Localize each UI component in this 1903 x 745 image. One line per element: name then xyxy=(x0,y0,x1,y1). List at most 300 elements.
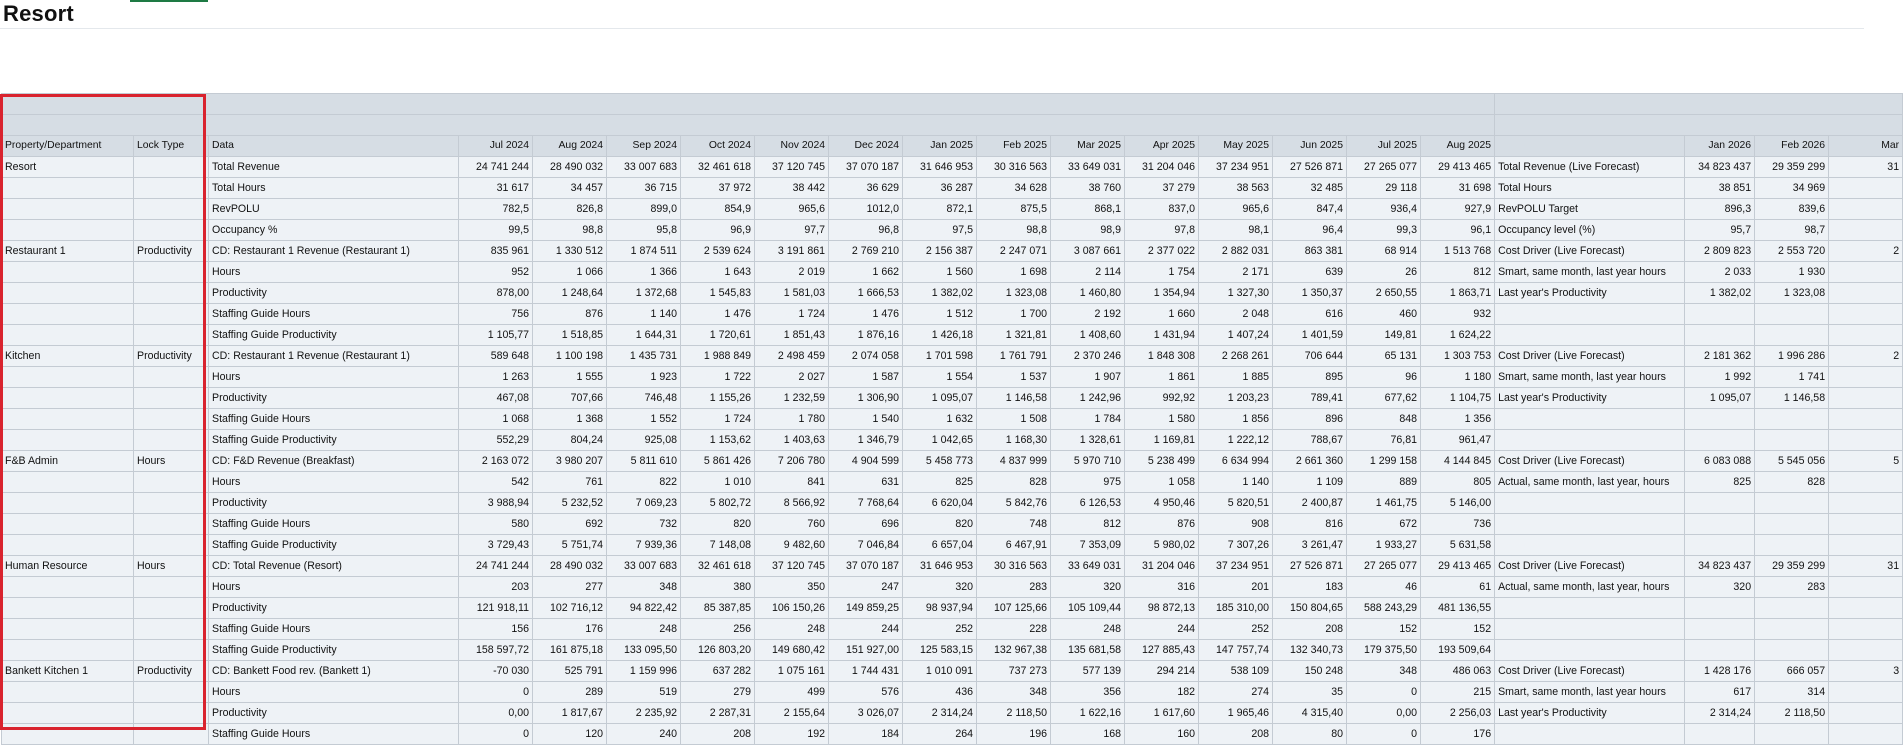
forecast-cell[interactable]: 2 118,50 xyxy=(1755,703,1829,724)
value-cell[interactable]: 29 413 465 xyxy=(1421,556,1495,577)
value-cell[interactable]: 5 802,72 xyxy=(681,493,755,514)
value-cell[interactable]: 1 100 198 xyxy=(533,346,607,367)
value-cell[interactable]: 176 xyxy=(1421,724,1495,745)
forecast-cell[interactable] xyxy=(1829,283,1903,304)
value-cell[interactable]: 1 306,90 xyxy=(829,388,903,409)
value-cell[interactable]: 2 235,92 xyxy=(607,703,681,724)
value-cell[interactable]: 1 075 161 xyxy=(755,661,829,682)
value-cell[interactable]: 804,24 xyxy=(533,430,607,451)
forecast-cell[interactable]: 320 xyxy=(1685,577,1755,598)
value-cell[interactable]: 975 xyxy=(1051,472,1125,493)
value-cell[interactable]: 1 587 xyxy=(829,367,903,388)
value-cell[interactable]: 1 512 xyxy=(903,304,977,325)
value-cell[interactable]: 631 xyxy=(829,472,903,493)
value-cell[interactable]: 3 988,94 xyxy=(459,493,533,514)
value-cell[interactable]: 1 140 xyxy=(1199,472,1273,493)
value-cell[interactable]: 125 583,15 xyxy=(903,640,977,661)
forecast-cell[interactable] xyxy=(1829,220,1903,241)
forecast-cell[interactable]: 1 428 176 xyxy=(1685,661,1755,682)
value-cell[interactable]: 1 761 791 xyxy=(977,346,1051,367)
value-cell[interactable]: 149 680,42 xyxy=(755,640,829,661)
property-cell[interactable]: Restaurant 1 xyxy=(2,241,134,262)
value-cell[interactable]: 2 192 xyxy=(1051,304,1125,325)
value-cell[interactable]: 30 316 563 xyxy=(977,157,1051,178)
forecast-cell[interactable]: 31 xyxy=(1829,157,1903,178)
value-cell[interactable]: 1 861 xyxy=(1125,367,1199,388)
property-cell[interactable] xyxy=(2,178,134,199)
property-cell[interactable] xyxy=(2,472,134,493)
value-cell[interactable]: 37 070 187 xyxy=(829,556,903,577)
forecast-cell[interactable] xyxy=(1829,178,1903,199)
value-cell[interactable]: 98 872,13 xyxy=(1125,598,1199,619)
forecast-cell[interactable] xyxy=(1755,493,1829,514)
value-cell[interactable]: 820 xyxy=(681,514,755,535)
value-cell[interactable]: 908 xyxy=(1199,514,1273,535)
value-cell[interactable]: 192 xyxy=(755,724,829,745)
value-cell[interactable]: 899,0 xyxy=(607,199,681,220)
value-cell[interactable]: 519 xyxy=(607,682,681,703)
lock-type-cell[interactable] xyxy=(134,514,209,535)
forecast-cell[interactable] xyxy=(1829,430,1903,451)
forecast-cell[interactable]: 95,7 xyxy=(1685,220,1755,241)
value-cell[interactable]: 121 918,11 xyxy=(459,598,533,619)
lock-type-cell[interactable] xyxy=(134,325,209,346)
data-label-cell[interactable]: Staffing Guide Productivity xyxy=(209,535,459,556)
value-cell[interactable]: 925,08 xyxy=(607,430,681,451)
driver-label-cell[interactable]: Occupancy level (%) xyxy=(1495,220,1685,241)
value-cell[interactable]: 1 540 xyxy=(829,409,903,430)
value-cell[interactable]: 538 109 xyxy=(1199,661,1273,682)
property-cell[interactable] xyxy=(2,724,134,745)
value-cell[interactable]: 348 xyxy=(977,682,1051,703)
value-cell[interactable]: 151 927,00 xyxy=(829,640,903,661)
data-label-cell[interactable]: Productivity xyxy=(209,703,459,724)
value-cell[interactable]: 1 700 xyxy=(977,304,1051,325)
value-cell[interactable]: 1 403,63 xyxy=(755,430,829,451)
value-cell[interactable]: 135 681,58 xyxy=(1051,640,1125,661)
value-cell[interactable]: 1 851,43 xyxy=(755,325,829,346)
value-cell[interactable]: 896 xyxy=(1273,409,1347,430)
value-cell[interactable]: 868,1 xyxy=(1051,199,1125,220)
value-cell[interactable]: 761 xyxy=(533,472,607,493)
value-cell[interactable]: 4 904 599 xyxy=(829,451,903,472)
value-cell[interactable]: 1 784 xyxy=(1051,409,1125,430)
value-cell[interactable]: 5 820,51 xyxy=(1199,493,1273,514)
data-label-cell[interactable]: CD: F&D Revenue (Breakfast) xyxy=(209,451,459,472)
value-cell[interactable]: 5 146,00 xyxy=(1421,493,1495,514)
value-cell[interactable]: 27 526 871 xyxy=(1273,556,1347,577)
value-cell[interactable]: 97,8 xyxy=(1125,220,1199,241)
forecast-cell[interactable]: 5 xyxy=(1829,451,1903,472)
forecast-cell[interactable]: 666 057 xyxy=(1755,661,1829,682)
driver-label-cell[interactable]: Last year's Productivity xyxy=(1495,388,1685,409)
value-cell[interactable]: 183 xyxy=(1273,577,1347,598)
value-cell[interactable]: 279 xyxy=(681,682,755,703)
value-cell[interactable]: 1 907 xyxy=(1051,367,1125,388)
value-cell[interactable]: 38 760 xyxy=(1051,178,1125,199)
forecast-cell[interactable] xyxy=(1685,640,1755,661)
value-cell[interactable]: 1 933,27 xyxy=(1347,535,1421,556)
value-cell[interactable]: 1 744 431 xyxy=(829,661,903,682)
value-cell[interactable]: 1 356 xyxy=(1421,409,1495,430)
value-cell[interactable]: 481 136,55 xyxy=(1421,598,1495,619)
value-cell[interactable]: 552,29 xyxy=(459,430,533,451)
value-cell[interactable]: 486 063 xyxy=(1421,661,1495,682)
property-cell[interactable] xyxy=(2,409,134,430)
driver-label-cell[interactable] xyxy=(1495,325,1685,346)
value-cell[interactable]: 1 701 598 xyxy=(903,346,977,367)
value-cell[interactable]: 98,9 xyxy=(1051,220,1125,241)
value-cell[interactable]: 152 xyxy=(1347,619,1421,640)
value-cell[interactable]: 616 xyxy=(1273,304,1347,325)
value-cell[interactable]: 7 148,08 xyxy=(681,535,755,556)
value-cell[interactable]: 31 617 xyxy=(459,178,533,199)
data-label-cell[interactable]: CD: Restaurant 1 Revenue (Restaurant 1) xyxy=(209,346,459,367)
column-header-month[interactable]: Jul 2025 xyxy=(1347,136,1421,157)
value-cell[interactable]: 499 xyxy=(755,682,829,703)
lock-type-cell[interactable] xyxy=(134,598,209,619)
value-cell[interactable]: 2 027 xyxy=(755,367,829,388)
value-cell[interactable]: 872,1 xyxy=(903,199,977,220)
value-cell[interactable]: 1 168,30 xyxy=(977,430,1051,451)
value-cell[interactable]: 1 068 xyxy=(459,409,533,430)
value-cell[interactable]: 33 007 683 xyxy=(607,157,681,178)
value-cell[interactable]: 76,81 xyxy=(1347,430,1421,451)
column-header-forecast-month[interactable]: Mar xyxy=(1829,136,1903,157)
column-header-month[interactable]: Dec 2024 xyxy=(829,136,903,157)
property-cell[interactable] xyxy=(2,262,134,283)
forecast-cell[interactable] xyxy=(1755,535,1829,556)
value-cell[interactable]: 80 xyxy=(1273,724,1347,745)
value-cell[interactable]: 96 xyxy=(1347,367,1421,388)
value-cell[interactable]: 28 490 032 xyxy=(533,556,607,577)
forecast-cell[interactable]: 29 359 299 xyxy=(1755,157,1829,178)
value-cell[interactable]: 277 xyxy=(533,577,607,598)
value-cell[interactable]: 1 724 xyxy=(681,409,755,430)
forecast-cell[interactable]: 2 033 xyxy=(1685,262,1755,283)
forecast-cell[interactable] xyxy=(1685,619,1755,640)
value-cell[interactable]: 876 xyxy=(533,304,607,325)
forecast-cell[interactable]: 825 xyxy=(1685,472,1755,493)
value-cell[interactable]: 525 791 xyxy=(533,661,607,682)
driver-label-cell[interactable]: Cost Driver (Live Forecast) xyxy=(1495,556,1685,577)
value-cell[interactable]: 3 087 661 xyxy=(1051,241,1125,262)
value-cell[interactable]: 2 048 xyxy=(1199,304,1273,325)
value-cell[interactable]: 31 698 xyxy=(1421,178,1495,199)
value-cell[interactable]: 179 375,50 xyxy=(1347,640,1421,661)
data-label-cell[interactable]: Staffing Guide Hours xyxy=(209,724,459,745)
forecast-cell[interactable]: 98,7 xyxy=(1755,220,1829,241)
value-cell[interactable]: 1 581,03 xyxy=(755,283,829,304)
value-cell[interactable]: 467,08 xyxy=(459,388,533,409)
lock-type-cell[interactable] xyxy=(134,640,209,661)
value-cell[interactable]: 1 169,81 xyxy=(1125,430,1199,451)
value-cell[interactable]: 1 066 xyxy=(533,262,607,283)
value-cell[interactable]: 1 848 308 xyxy=(1125,346,1199,367)
value-cell[interactable]: 316 xyxy=(1125,577,1199,598)
value-cell[interactable]: 33 649 031 xyxy=(1051,157,1125,178)
value-cell[interactable]: 895 xyxy=(1273,367,1347,388)
value-cell[interactable]: 27 265 077 xyxy=(1347,157,1421,178)
driver-label-cell[interactable] xyxy=(1495,640,1685,661)
value-cell[interactable]: 1 010 xyxy=(681,472,755,493)
value-cell[interactable]: 1 146,58 xyxy=(977,388,1051,409)
value-cell[interactable]: 32 485 xyxy=(1273,178,1347,199)
driver-label-cell[interactable] xyxy=(1495,493,1685,514)
property-cell[interactable] xyxy=(2,535,134,556)
forecast-cell[interactable]: 34 823 437 xyxy=(1685,157,1755,178)
value-cell[interactable]: 748 xyxy=(977,514,1051,535)
value-cell[interactable]: 1 354,94 xyxy=(1125,283,1199,304)
value-cell[interactable]: 320 xyxy=(903,577,977,598)
property-cell[interactable]: Human Resource xyxy=(2,556,134,577)
value-cell[interactable]: 320 xyxy=(1051,577,1125,598)
value-cell[interactable]: 3 191 861 xyxy=(755,241,829,262)
value-cell[interactable]: 1 624,22 xyxy=(1421,325,1495,346)
value-cell[interactable]: 822 xyxy=(607,472,681,493)
driver-label-cell[interactable]: Actual, same month, last year, hours xyxy=(1495,472,1685,493)
value-cell[interactable]: 965,6 xyxy=(755,199,829,220)
value-cell[interactable]: 1 508 xyxy=(977,409,1051,430)
value-cell[interactable]: 208 xyxy=(1273,619,1347,640)
value-cell[interactable]: 380 xyxy=(681,577,755,598)
value-cell[interactable]: 1 476 xyxy=(681,304,755,325)
data-label-cell[interactable]: Total Revenue xyxy=(209,157,459,178)
value-cell[interactable]: 34 457 xyxy=(533,178,607,199)
value-cell[interactable]: 589 648 xyxy=(459,346,533,367)
value-cell[interactable]: 97,7 xyxy=(755,220,829,241)
value-cell[interactable]: 36 629 xyxy=(829,178,903,199)
value-cell[interactable]: 248 xyxy=(755,619,829,640)
lock-type-cell[interactable] xyxy=(134,283,209,304)
driver-label-cell[interactable]: Smart, same month, last year hours xyxy=(1495,367,1685,388)
value-cell[interactable]: 5 980,02 xyxy=(1125,535,1199,556)
value-cell[interactable]: 98,1 xyxy=(1199,220,1273,241)
value-cell[interactable]: 0 xyxy=(459,682,533,703)
value-cell[interactable]: 6 467,91 xyxy=(977,535,1051,556)
value-cell[interactable]: 26 xyxy=(1347,262,1421,283)
value-cell[interactable]: 7 768,64 xyxy=(829,493,903,514)
forecast-cell[interactable]: 29 359 299 xyxy=(1755,556,1829,577)
value-cell[interactable]: 3 980 207 xyxy=(533,451,607,472)
forecast-cell[interactable] xyxy=(1755,304,1829,325)
driver-label-cell[interactable]: Smart, same month, last year hours xyxy=(1495,262,1685,283)
value-cell[interactable]: 1 263 xyxy=(459,367,533,388)
forecast-cell[interactable] xyxy=(1829,598,1903,619)
value-cell[interactable]: 961,47 xyxy=(1421,430,1495,451)
forecast-cell[interactable] xyxy=(1685,724,1755,745)
column-header-forecast-month[interactable]: Jan 2026 xyxy=(1685,136,1755,157)
value-cell[interactable]: 150 248 xyxy=(1273,661,1347,682)
data-label-cell[interactable]: Hours xyxy=(209,367,459,388)
value-cell[interactable]: 247 xyxy=(829,577,903,598)
value-cell[interactable]: 1 222,12 xyxy=(1199,430,1273,451)
value-cell[interactable]: 637 282 xyxy=(681,661,755,682)
value-cell[interactable]: 96,9 xyxy=(681,220,755,241)
value-cell[interactable]: 29 118 xyxy=(1347,178,1421,199)
value-cell[interactable]: 1 323,08 xyxy=(977,283,1051,304)
value-cell[interactable]: 2 247 071 xyxy=(977,241,1051,262)
driver-label-cell[interactable]: Last year's Productivity xyxy=(1495,283,1685,304)
value-cell[interactable]: 1 476 xyxy=(829,304,903,325)
value-cell[interactable]: 133 095,50 xyxy=(607,640,681,661)
value-cell[interactable]: 2 882 031 xyxy=(1199,241,1273,262)
value-cell[interactable]: 1 644,31 xyxy=(607,325,681,346)
forecast-cell[interactable]: 2 xyxy=(1829,346,1903,367)
value-cell[interactable]: 854,9 xyxy=(681,199,755,220)
value-cell[interactable]: 1 303 753 xyxy=(1421,346,1495,367)
value-cell[interactable]: 6 126,53 xyxy=(1051,493,1125,514)
value-cell[interactable]: 1 885 xyxy=(1199,367,1273,388)
value-cell[interactable]: 1 856 xyxy=(1199,409,1273,430)
forecast-cell[interactable]: 6 083 088 xyxy=(1685,451,1755,472)
value-cell[interactable]: 105 109,44 xyxy=(1051,598,1125,619)
driver-label-cell[interactable]: Actual, same month, last year, hours xyxy=(1495,577,1685,598)
value-cell[interactable]: 1 330 512 xyxy=(533,241,607,262)
forecast-cell[interactable] xyxy=(1829,409,1903,430)
forecast-cell[interactable]: 2 553 720 xyxy=(1755,241,1829,262)
value-cell[interactable]: 0,00 xyxy=(1347,703,1421,724)
value-cell[interactable]: 356 xyxy=(1051,682,1125,703)
forecast-cell[interactable] xyxy=(1685,430,1755,451)
property-cell[interactable]: Bankett Kitchen 1 xyxy=(2,661,134,682)
lock-type-cell[interactable] xyxy=(134,388,209,409)
value-cell[interactable]: 34 628 xyxy=(977,178,1051,199)
value-cell[interactable]: 2 650,55 xyxy=(1347,283,1421,304)
value-cell[interactable]: 2 171 xyxy=(1199,262,1273,283)
column-header-month[interactable]: Mar 2025 xyxy=(1051,136,1125,157)
value-cell[interactable]: 6 620,04 xyxy=(903,493,977,514)
lock-type-cell[interactable]: Hours xyxy=(134,451,209,472)
column-header-month[interactable]: Sep 2024 xyxy=(607,136,681,157)
value-cell[interactable]: 99,5 xyxy=(459,220,533,241)
value-cell[interactable]: 732 xyxy=(607,514,681,535)
value-cell[interactable]: 5 238 499 xyxy=(1125,451,1199,472)
forecast-cell[interactable] xyxy=(1685,304,1755,325)
value-cell[interactable]: 965,6 xyxy=(1199,199,1273,220)
value-cell[interactable]: 182 xyxy=(1125,682,1199,703)
value-cell[interactable]: 876 xyxy=(1125,514,1199,535)
value-cell[interactable]: 348 xyxy=(1347,661,1421,682)
property-cell[interactable]: Kitchen xyxy=(2,346,134,367)
value-cell[interactable]: 28 490 032 xyxy=(533,157,607,178)
value-cell[interactable]: 31 646 953 xyxy=(903,157,977,178)
value-cell[interactable]: 1 460,80 xyxy=(1051,283,1125,304)
property-cell[interactable] xyxy=(2,640,134,661)
value-cell[interactable]: 33 007 683 xyxy=(607,556,681,577)
value-cell[interactable]: 96,8 xyxy=(829,220,903,241)
value-cell[interactable]: 889 xyxy=(1347,472,1421,493)
data-label-cell[interactable]: Hours xyxy=(209,472,459,493)
value-cell[interactable]: 37 120 745 xyxy=(755,556,829,577)
value-cell[interactable]: 127 885,43 xyxy=(1125,640,1199,661)
value-cell[interactable]: 264 xyxy=(903,724,977,745)
value-cell[interactable]: 1 643 xyxy=(681,262,755,283)
column-header-month[interactable]: Jul 2024 xyxy=(459,136,533,157)
driver-label-cell[interactable] xyxy=(1495,619,1685,640)
value-cell[interactable]: 672 xyxy=(1347,514,1421,535)
value-cell[interactable]: 746,48 xyxy=(607,388,681,409)
value-cell[interactable]: 228 xyxy=(977,619,1051,640)
property-cell[interactable]: Resort xyxy=(2,157,134,178)
forecast-cell[interactable]: 2 809 823 xyxy=(1685,241,1755,262)
value-cell[interactable]: 1 461,75 xyxy=(1347,493,1421,514)
value-cell[interactable]: 98,8 xyxy=(533,220,607,241)
value-cell[interactable]: 38 442 xyxy=(755,178,829,199)
value-cell[interactable]: 33 649 031 xyxy=(1051,556,1125,577)
value-cell[interactable]: 160 xyxy=(1125,724,1199,745)
forecast-cell[interactable] xyxy=(1829,682,1903,703)
lock-type-cell[interactable]: Hours xyxy=(134,556,209,577)
data-label-cell[interactable]: Total Hours xyxy=(209,178,459,199)
value-cell[interactable]: 85 387,85 xyxy=(681,598,755,619)
property-cell[interactable] xyxy=(2,325,134,346)
value-cell[interactable]: 1 817,67 xyxy=(533,703,607,724)
value-cell[interactable]: 1 720,61 xyxy=(681,325,755,346)
value-cell[interactable]: 1 780 xyxy=(755,409,829,430)
value-cell[interactable]: 147 757,74 xyxy=(1199,640,1273,661)
value-cell[interactable]: 132 967,38 xyxy=(977,640,1051,661)
lock-type-cell[interactable] xyxy=(134,262,209,283)
value-cell[interactable]: 1 754 xyxy=(1125,262,1199,283)
value-cell[interactable]: 3 729,43 xyxy=(459,535,533,556)
value-cell[interactable]: 5 232,52 xyxy=(533,493,607,514)
value-cell[interactable]: 1 408,60 xyxy=(1051,325,1125,346)
value-cell[interactable]: 1 698 xyxy=(977,262,1051,283)
value-cell[interactable]: 156 xyxy=(459,619,533,640)
value-cell[interactable]: 1 617,60 xyxy=(1125,703,1199,724)
value-cell[interactable]: 927,9 xyxy=(1421,199,1495,220)
value-cell[interactable]: 706 644 xyxy=(1273,346,1347,367)
value-cell[interactable]: 240 xyxy=(607,724,681,745)
value-cell[interactable]: 7 069,23 xyxy=(607,493,681,514)
column-header-month[interactable]: Jun 2025 xyxy=(1273,136,1347,157)
value-cell[interactable]: 61 xyxy=(1421,577,1495,598)
value-cell[interactable]: 203 xyxy=(459,577,533,598)
value-cell[interactable]: 5 861 426 xyxy=(681,451,755,472)
lock-type-cell[interactable] xyxy=(134,220,209,241)
data-label-cell[interactable]: Productivity xyxy=(209,388,459,409)
column-header-data[interactable]: Data xyxy=(209,136,459,157)
driver-label-cell[interactable]: Total Revenue (Live Forecast) xyxy=(1495,157,1685,178)
forecast-cell[interactable]: 839,6 xyxy=(1755,199,1829,220)
driver-label-cell[interactable] xyxy=(1495,724,1685,745)
value-cell[interactable]: 7 353,09 xyxy=(1051,535,1125,556)
value-cell[interactable]: 252 xyxy=(903,619,977,640)
forecast-cell[interactable] xyxy=(1755,409,1829,430)
value-cell[interactable]: 0,00 xyxy=(459,703,533,724)
value-cell[interactable]: 1 321,81 xyxy=(977,325,1051,346)
value-cell[interactable]: 1 660 xyxy=(1125,304,1199,325)
value-cell[interactable]: 1 622,16 xyxy=(1051,703,1125,724)
property-cell[interactable] xyxy=(2,367,134,388)
value-cell[interactable]: 248 xyxy=(607,619,681,640)
forecast-cell[interactable]: 1 996 286 xyxy=(1755,346,1829,367)
value-cell[interactable]: 460 xyxy=(1347,304,1421,325)
data-label-cell[interactable]: CD: Total Revenue (Resort) xyxy=(209,556,459,577)
forecast-cell[interactable]: 1 930 xyxy=(1755,262,1829,283)
value-cell[interactable]: 826,8 xyxy=(533,199,607,220)
value-cell[interactable]: 4 950,46 xyxy=(1125,493,1199,514)
value-cell[interactable]: 1 105,77 xyxy=(459,325,533,346)
value-cell[interactable]: 848 xyxy=(1347,409,1421,430)
value-cell[interactable]: 99,3 xyxy=(1347,220,1421,241)
value-cell[interactable]: 94 822,42 xyxy=(607,598,681,619)
value-cell[interactable]: 3 261,47 xyxy=(1273,535,1347,556)
forecast-cell[interactable] xyxy=(1829,367,1903,388)
value-cell[interactable]: 283 xyxy=(977,577,1051,598)
value-cell[interactable]: 2 155,64 xyxy=(755,703,829,724)
